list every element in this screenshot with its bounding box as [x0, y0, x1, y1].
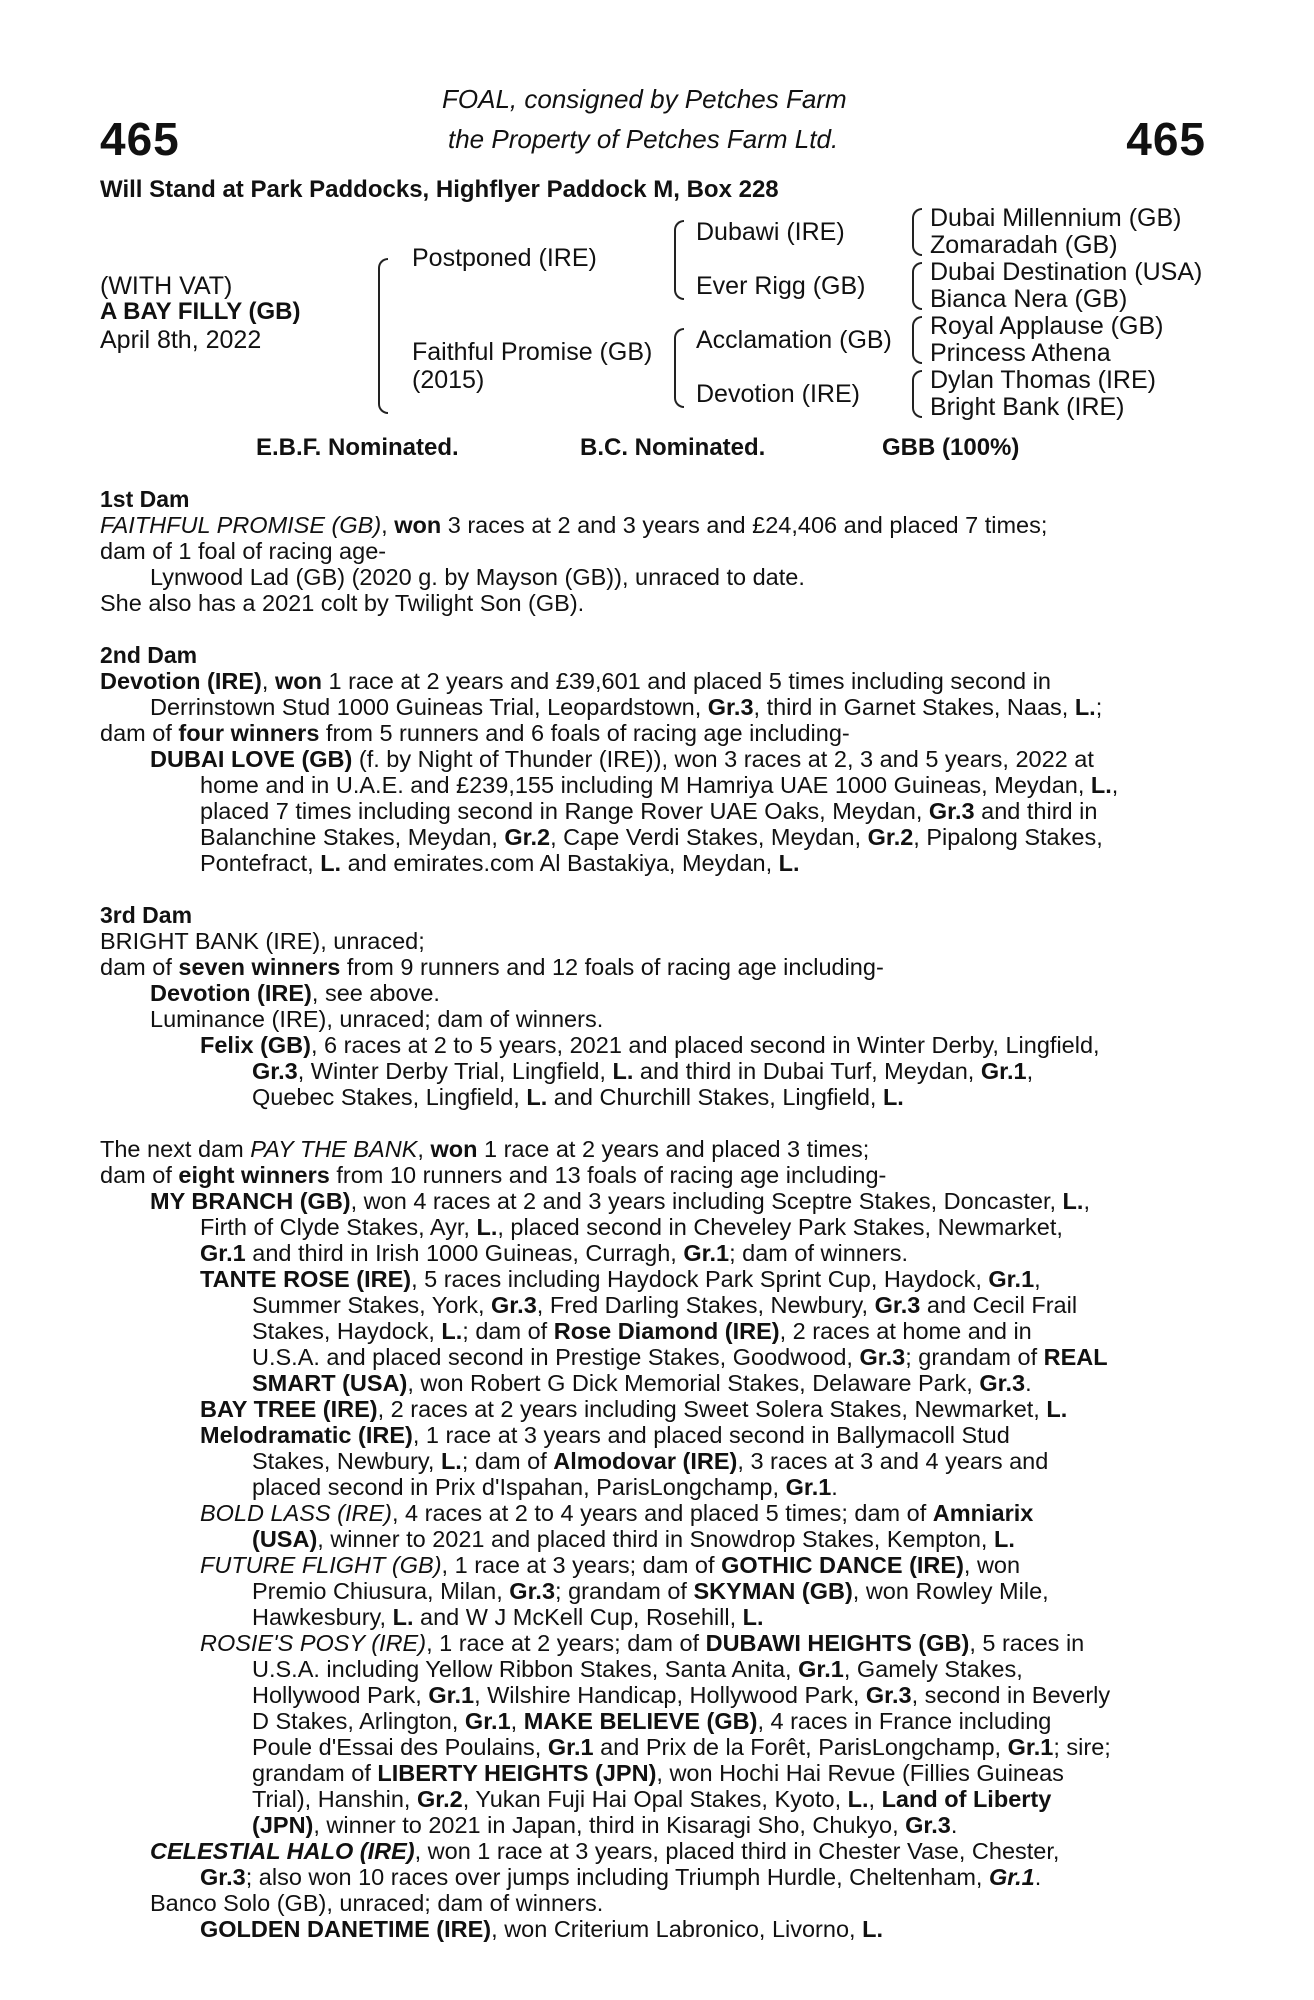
- text-run: GOTHIC DANCE (IRE): [721, 1552, 964, 1578]
- text-run: , 1 race at 3 years and placed second in Ballymacoll Stud: [412, 1422, 1010, 1448]
- text-run: L.: [1046, 1396, 1068, 1422]
- text-run: and Cecil Frail: [920, 1292, 1078, 1318]
- text-run: , Gamely Stakes,: [843, 1656, 1023, 1682]
- text-run: home and in U.A.E. and £239,155 including M Hamriya UAE 1000 Guineas, Meydan,: [200, 772, 1091, 798]
- text-run: L.: [862, 1916, 883, 1942]
- text-run: , second in Beverly: [911, 1682, 1111, 1708]
- text-run: Amniarix: [932, 1500, 1034, 1526]
- gen3-4: Bianca Nera (GB): [930, 285, 1128, 313]
- text-line: [252, 1682, 1110, 1708]
- text-run: L.: [1074, 694, 1096, 720]
- text-run: ; grandam of: [555, 1578, 694, 1604]
- text-run: and Prix de la Forêt, ParisLongchamp,: [593, 1734, 1008, 1760]
- text-line: [100, 590, 584, 616]
- text-run: Gr.3: [874, 1292, 921, 1318]
- text-line: [252, 1604, 764, 1630]
- text-run: Derrinstown Stud 1000 Guineas Trial, Leopardstown,: [150, 694, 708, 720]
- text-run: , Wilshire Handicap, Hollywood Park,: [474, 1682, 866, 1708]
- text-run: won: [394, 512, 442, 538]
- text-run: FAITHFUL PROMISE (GB): [100, 512, 382, 538]
- gen3-7: Dylan Thomas (IRE): [930, 366, 1156, 394]
- brace-g3-4: [912, 370, 922, 418]
- text-run: REAL: [1043, 1344, 1108, 1370]
- text-line: [200, 1214, 1063, 1240]
- text-run: MY BRANCH (GB): [150, 1188, 351, 1214]
- text-run: DUBAI LOVE (GB): [150, 746, 353, 772]
- text-line: [100, 720, 850, 746]
- ebf-nomination: E.B.F. Nominated.: [256, 434, 459, 461]
- text-run: placed second in Prix d'Ispahan, ParisLongchamp,: [252, 1474, 786, 1500]
- text-run: FUTURE FLIGHT (GB): [200, 1552, 442, 1578]
- text-line: [100, 512, 1047, 538]
- brace-g3-2: [912, 262, 922, 310]
- text-run: Gr.3: [509, 1578, 556, 1604]
- text-run: , 4 races in France including: [757, 1708, 1052, 1734]
- text-run: from 9 runners and 12 foals of racing age including-: [340, 954, 884, 980]
- text-run: (JPN): [252, 1812, 314, 1838]
- text-run: , 1 race at 3 years; dam of: [441, 1552, 722, 1578]
- dam-name: Faithful Promise (GB): [412, 338, 653, 366]
- text-run: and emirates.com Al Bastakiya, Meydan,: [341, 850, 779, 876]
- text-run: CELESTIAL HALO (IRE): [150, 1838, 415, 1864]
- text-run: L.: [526, 1084, 548, 1110]
- text-run: ,: [1111, 772, 1119, 798]
- text-run: ; dam of: [462, 1318, 554, 1344]
- text-run: She also has a 2021 colt by Twilight Son (GB).: [100, 590, 585, 616]
- text-run: placed 7 times including second in Range Rover UAE Oaks, Meydan,: [200, 798, 929, 824]
- section-heading: [100, 486, 189, 512]
- text-line: [252, 1084, 904, 1110]
- text-line: [150, 694, 1102, 720]
- text-run: , Winter Derby Trial, Lingfield,: [297, 1058, 613, 1084]
- text-run: BRIGHT BANK (IRE), unraced;: [100, 928, 425, 954]
- text-run: , 5 races including Haydock Park Sprint Cup, Haydock,: [411, 1266, 989, 1292]
- text-run: Felix (GB): [200, 1032, 311, 1058]
- text-run: ; also won 10 races over jumps including Triumph Hurdle, Cheltenham,: [245, 1864, 989, 1890]
- text-run: Gr.3: [200, 1864, 246, 1890]
- text-run: .: [1034, 1864, 1042, 1890]
- text-run: , won: [963, 1552, 1021, 1578]
- gen3-5: Royal Applause (GB): [930, 312, 1164, 340]
- text-run: Quebec Stakes, Lingfield,: [252, 1084, 527, 1110]
- stand-location: Will Stand at Park Paddocks, Highflyer Paddock M, Box 228: [100, 176, 779, 203]
- text-run: , won 1 race at 3 years, placed third in Chester Vase, Chester,: [414, 1838, 1060, 1864]
- text-run: GOLDEN DANETIME (IRE): [200, 1916, 492, 1942]
- section-heading: [100, 642, 197, 668]
- text-line: [150, 1890, 603, 1916]
- text-run: , Yukan Fuji Hai Opal Stakes, Kyoto,: [462, 1786, 848, 1812]
- text-run: L.: [320, 850, 342, 876]
- text-run: Pontefract,: [200, 850, 321, 876]
- text-line: [252, 1526, 1015, 1552]
- text-run: Rose Diamond (IRE): [553, 1318, 780, 1344]
- foaling-date: April 8th, 2022: [100, 326, 262, 354]
- text-run: Gr.1: [785, 1474, 832, 1500]
- text-run: Gr.2: [867, 824, 914, 850]
- text-run: ,: [417, 1136, 431, 1162]
- text-run: Gr.3: [865, 1682, 912, 1708]
- gbb-rating: GBB (100%): [882, 434, 1020, 461]
- text-run: Devotion (IRE): [100, 668, 262, 694]
- text-run: L.: [1090, 772, 1112, 798]
- text-run: (f. by Night of Thunder (IRE)), won 3 races at 2, 3 and 5 years, 2022 at: [352, 746, 1094, 772]
- text-line: [252, 1344, 1108, 1370]
- text-run: L.: [392, 1604, 414, 1630]
- text-run: Gr.3: [928, 798, 975, 824]
- text-run: SKYMAN (GB): [693, 1578, 853, 1604]
- lot-number-left: 465: [100, 113, 180, 165]
- text-run: Gr.1: [428, 1682, 475, 1708]
- text-run: Almodovar (IRE): [553, 1448, 738, 1474]
- text-run: Gr.2: [416, 1786, 463, 1812]
- text-run: 3rd Dam: [100, 902, 193, 928]
- text-run: Gr.1: [200, 1240, 246, 1266]
- text-line: [200, 1240, 908, 1266]
- vat-label: (WITH VAT): [100, 272, 233, 300]
- gen3-1: Dubai Millennium (GB): [930, 204, 1182, 232]
- text-line: [252, 1448, 1048, 1474]
- text-line: [100, 1136, 869, 1162]
- dam-year: (2015): [412, 366, 485, 394]
- text-run: , placed second in Cheveley Park Stakes, Newmarket,: [497, 1214, 1063, 1240]
- text-line: [150, 1838, 1059, 1864]
- text-run: won: [274, 668, 322, 694]
- text-run: BAY TREE (IRE): [200, 1396, 378, 1422]
- text-run: , winner to 2021 in Japan, third in Kisaragi Sho, Chukyo,: [313, 1812, 906, 1838]
- text-run: D Stakes, Arlington,: [252, 1708, 465, 1734]
- text-run: ; dam of: [461, 1448, 554, 1474]
- sire-sire: Dubawi (IRE): [696, 218, 845, 246]
- text-run: Hollywood Park,: [252, 1682, 429, 1708]
- text-run: and third in: [974, 798, 1098, 824]
- text-run: Gr.1: [980, 1058, 1027, 1084]
- text-run: Gr.3: [491, 1292, 537, 1318]
- text-run: , Pipalong Stakes,: [913, 824, 1103, 850]
- text-line: [252, 1318, 1032, 1344]
- gen3-6: Princess Athena: [930, 339, 1111, 367]
- text-run: PAY THE BANK: [250, 1136, 418, 1162]
- text-line: [200, 824, 1103, 850]
- text-run: ,: [261, 668, 275, 694]
- text-run: and W J McKell Cup, Rosehill,: [413, 1604, 743, 1630]
- text-run: Balanchine Stakes, Meydan,: [200, 824, 505, 850]
- text-line: [200, 1916, 883, 1942]
- text-run: L.: [476, 1214, 498, 1240]
- text-run: L.: [778, 850, 800, 876]
- text-run: U.S.A. including Yellow Ribbon Stakes, Santa Anita,: [252, 1656, 799, 1682]
- text-run: grandam of: [252, 1760, 378, 1786]
- text-run: Melodramatic (IRE): [200, 1422, 413, 1448]
- text-run: Poule d'Essai des Poulains,: [252, 1734, 548, 1760]
- text-run: DUBAWI HEIGHTS (GB): [705, 1630, 970, 1656]
- text-run: , won Rowley Mile,: [852, 1578, 1049, 1604]
- text-line: [200, 1630, 1084, 1656]
- text-run: , see above.: [311, 980, 440, 1006]
- text-run: Firth of Clyde Stakes, Ayr,: [200, 1214, 477, 1240]
- text-run: Trial), Hanshin,: [252, 1786, 417, 1812]
- text-line: [200, 1032, 1100, 1058]
- text-line: [252, 1760, 1064, 1786]
- text-run: , 1 race at 2 years; dam of: [426, 1630, 706, 1656]
- text-line: [252, 1656, 1023, 1682]
- text-run: Devotion (IRE): [150, 980, 312, 1006]
- text-line: [200, 798, 1097, 824]
- text-run: from 5 runners and 6 foals of racing age including-: [319, 720, 850, 746]
- text-run: 1st Dam: [100, 486, 190, 512]
- text-run: Gr.1: [1007, 1734, 1054, 1760]
- text-run: Gr.1: [683, 1240, 730, 1266]
- consigned-line: FOAL, consigned by Petches Farm: [442, 84, 847, 114]
- text-run: , Cape Verdi Stakes, Meydan,: [550, 824, 868, 850]
- text-run: L.: [612, 1058, 634, 1084]
- dam-sire: Acclamation (GB): [696, 326, 892, 354]
- text-line: [252, 1786, 1051, 1812]
- text-line: [150, 980, 440, 1006]
- text-run: Summer Stakes, York,: [252, 1292, 492, 1318]
- gen3-3: Dubai Destination (USA): [930, 258, 1203, 286]
- brace-gen1: [378, 258, 388, 414]
- gen3-8: Bright Bank (IRE): [930, 393, 1125, 421]
- text-run: L.: [847, 1786, 869, 1812]
- text-run: U.S.A. and placed second in Prestige Stakes, Goodwood,: [252, 1344, 860, 1370]
- text-run: 1 race at 2 years and placed 3 times;: [477, 1136, 870, 1162]
- text-run: L.: [1062, 1188, 1084, 1214]
- text-line: [100, 954, 884, 980]
- text-run: , 2 races at 2 years including Sweet Solera Stakes, Newmarket,: [377, 1396, 1047, 1422]
- sire-dam: Ever Rigg (GB): [696, 272, 866, 300]
- text-run: ROSIE'S POSY (IRE): [200, 1630, 427, 1656]
- text-run: Luminance (IRE), unraced; dam of winners.: [150, 1006, 604, 1032]
- text-run: Gr.1: [464, 1708, 511, 1734]
- text-run: four winners: [178, 720, 320, 746]
- text-run: won: [430, 1136, 478, 1162]
- brace-g3-1: [912, 208, 922, 256]
- property-line: the Property of Petches Farm Ltd.: [448, 124, 839, 154]
- text-run: ;: [1095, 694, 1103, 720]
- text-run: SMART (USA): [252, 1370, 408, 1396]
- text-run: ,: [1026, 1058, 1034, 1084]
- text-run: Stakes, Newbury,: [252, 1448, 441, 1474]
- text-run: 3 races at 2 and 3 years and £24,406 and placed 7 times;: [441, 512, 1048, 538]
- section-heading: [100, 902, 192, 928]
- text-run: ; dam of winners.: [729, 1240, 909, 1266]
- text-line: [150, 1188, 1090, 1214]
- text-run: Gr.1: [988, 1864, 1035, 1890]
- text-line: [200, 1396, 1067, 1422]
- text-run: Gr.3: [859, 1344, 906, 1370]
- text-run: Gr.3: [905, 1812, 951, 1838]
- text-run: and third in Dubai Turf, Meydan,: [633, 1058, 981, 1084]
- brace-sire: [674, 220, 684, 300]
- text-run: ; sire;: [1053, 1734, 1111, 1760]
- text-run: .: [950, 1812, 958, 1838]
- text-run: , 3 races at 3 and 4 years and: [737, 1448, 1049, 1474]
- text-line: [200, 1500, 1033, 1526]
- text-run: eight winners: [178, 1162, 330, 1188]
- text-run: 1 race at 2 years and £39,601 and placed 5 times including second in: [321, 668, 1051, 694]
- text-run: (USA): [252, 1526, 318, 1552]
- gen3-2: Zomaradah (GB): [930, 231, 1118, 259]
- text-line: [200, 1864, 1041, 1890]
- text-run: TANTE ROSE (IRE): [200, 1266, 412, 1292]
- text-run: Gr.2: [504, 824, 551, 850]
- text-run: L.: [742, 1604, 764, 1630]
- text-run: ,: [1034, 1266, 1041, 1292]
- text-run: , won 4 races at 2 and 3 years including Sceptre Stakes, Doncaster,: [350, 1188, 1063, 1214]
- text-run: L.: [993, 1526, 1015, 1552]
- text-run: BOLD LASS (IRE): [200, 1500, 392, 1526]
- text-run: , 4 races at 2 to 4 years and placed 5 times; dam of: [391, 1500, 933, 1526]
- lot-number-right: 465: [1126, 113, 1206, 165]
- text-line: [252, 1578, 1049, 1604]
- text-run: , 6 races at 2 to 5 years, 2021 and placed second in Winter Derby, Lingfield,: [310, 1032, 1100, 1058]
- bc-nomination: B.C. Nominated.: [580, 434, 766, 461]
- text-run: Gr.1: [547, 1734, 594, 1760]
- text-line: [150, 746, 1094, 772]
- text-run: , won Robert G Dick Memorial Stakes, Delaware Park,: [407, 1370, 980, 1396]
- text-line: [200, 1552, 1020, 1578]
- text-line: [252, 1708, 1051, 1734]
- text-run: dam of: [100, 954, 179, 980]
- text-run: .: [1025, 1370, 1032, 1396]
- text-line: [200, 772, 1118, 798]
- text-line: [252, 1734, 1111, 1760]
- horse-name: A BAY FILLY (GB): [100, 298, 301, 325]
- text-run: The next dam: [100, 1136, 251, 1162]
- text-line: [200, 1422, 1010, 1448]
- text-run: from 10 runners and 13 foals of racing age including-: [329, 1162, 887, 1188]
- text-run: ,: [381, 512, 395, 538]
- text-run: Hawkesbury,: [252, 1604, 393, 1630]
- text-run: and third in Irish 1000 Guineas, Curragh,: [245, 1240, 684, 1266]
- text-run: dam of 1 foal of racing age-: [100, 538, 387, 564]
- text-run: , won Hochi Hai Revue (Fillies Guineas: [656, 1760, 1064, 1786]
- text-run: Premio Chiusura, Milan,: [252, 1578, 510, 1604]
- text-line: [252, 1292, 1077, 1318]
- text-run: Gr.3: [252, 1058, 298, 1084]
- sire-name: Postponed (IRE): [412, 244, 597, 272]
- text-run: , Fred Darling Stakes, Newbury,: [536, 1292, 875, 1318]
- text-run: Lynwood Lad (GB) (2020 g. by Mayson (GB)), unraced to date.: [150, 564, 805, 590]
- text-run: LIBERTY HEIGHTS (JPN): [377, 1760, 657, 1786]
- text-run: , won Criterium Labronico, Livorno,: [491, 1916, 863, 1942]
- text-run: dam of: [100, 1162, 179, 1188]
- text-line: [100, 668, 1051, 694]
- text-run: L.: [440, 1448, 462, 1474]
- text-line: [252, 1812, 957, 1838]
- text-run: ,: [510, 1708, 524, 1734]
- text-line: [100, 1162, 886, 1188]
- text-line: [150, 1006, 603, 1032]
- text-run: Banco Solo (GB), unraced; dam of winners.: [150, 1890, 604, 1916]
- text-line: [252, 1370, 1032, 1396]
- text-run: Gr.3: [707, 694, 754, 720]
- text-run: Stakes, Haydock,: [252, 1318, 442, 1344]
- text-line: [200, 1266, 1041, 1292]
- text-run: MAKE BELIEVE (GB): [523, 1708, 758, 1734]
- text-run: , third in Garnet Stakes, Naas,: [753, 694, 1075, 720]
- text-run: Gr.1: [798, 1656, 844, 1682]
- text-run: Gr.3: [979, 1370, 1026, 1396]
- text-run: ,: [868, 1786, 882, 1812]
- text-run: and Churchill Stakes, Lingfield,: [547, 1084, 883, 1110]
- brace-g3-3: [912, 316, 922, 364]
- text-run: dam of: [100, 720, 179, 746]
- text-line: [150, 564, 805, 590]
- text-run: ; grandam of: [905, 1344, 1044, 1370]
- text-run: Gr.1: [988, 1266, 1035, 1292]
- dam-dam: Devotion (IRE): [696, 380, 860, 408]
- text-line: [100, 538, 386, 564]
- text-line: [252, 1058, 1033, 1084]
- brace-dam: [674, 328, 684, 408]
- text-line: [252, 1474, 838, 1500]
- text-run: L.: [882, 1084, 904, 1110]
- text-line: [200, 850, 800, 876]
- text-run: seven winners: [178, 954, 341, 980]
- text-run: ,: [1083, 1188, 1090, 1214]
- text-run: .: [831, 1474, 838, 1500]
- text-run: 2nd Dam: [100, 642, 198, 668]
- text-run: Land of Liberty: [881, 1786, 1052, 1812]
- text-line: [100, 928, 425, 954]
- text-run: , winner to 2021 and placed third in Snowdrop Stakes, Kempton,: [317, 1526, 994, 1552]
- text-run: , 5 races in: [969, 1630, 1085, 1656]
- text-run: L.: [441, 1318, 463, 1344]
- text-run: , 2 races at home and in: [779, 1318, 1032, 1344]
